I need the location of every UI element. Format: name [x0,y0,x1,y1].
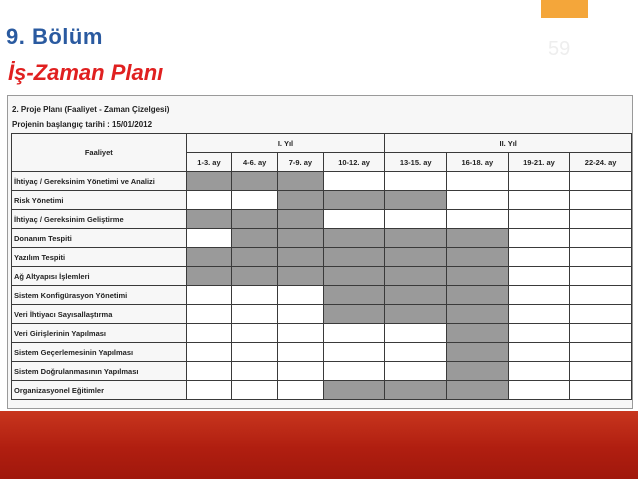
schedule-cell-active [385,381,447,400]
schedule-cell-active [232,210,278,229]
schedule-cell-active [385,191,447,210]
schedule-cell-active [278,267,324,286]
schedule-cell-active [186,248,232,267]
schedule-cell-active [323,286,385,305]
activity-name: Yazılım Tespiti [12,248,187,267]
schedule-cell-active [385,305,447,324]
schedule-cell-empty [508,210,570,229]
schedule-cell-empty [570,267,632,286]
schedule-cell-empty [570,305,632,324]
table-row [12,362,632,381]
schedule-cell-empty [186,362,232,381]
year-header-1: I. Yıl [186,134,385,153]
schedule-cell-empty [186,381,232,400]
activity-name: Sistem Geçerlemesinin Yapılması [12,343,187,362]
period-header: 13-15. ay [385,153,447,172]
schedule-cell-empty [447,172,509,191]
schedule-cell-empty [508,305,570,324]
schedule-cell-active [278,172,324,191]
schedule-cell-empty [508,229,570,248]
table-row [12,343,632,362]
schedule-cell-active [447,362,509,381]
table-row [12,267,632,286]
schedule-cell-empty [232,286,278,305]
schedule-cell-empty [323,324,385,343]
schedule-cell-active [447,267,509,286]
schedule-cell-active [278,191,324,210]
schedule-cell-empty [570,343,632,362]
schedule-cell-empty [508,324,570,343]
schedule-cell-empty [186,286,232,305]
schedule-cell-active [278,229,324,248]
activity-name: Risk Yönetimi [12,191,187,210]
period-header: 16-18. ay [447,153,509,172]
footer-band [0,411,638,479]
schedule-cell-active [323,381,385,400]
schedule-cell-empty [278,343,324,362]
schedule-cell-active [232,267,278,286]
schedule-cell-empty [508,362,570,381]
schedule-cell-empty [278,305,324,324]
schedule-cell-active [323,248,385,267]
table-row [12,305,632,324]
schedule-cell-active [232,248,278,267]
activity-name: Organizasyonel Eğitimler [12,381,187,400]
schedule-cell-empty [508,381,570,400]
schedule-cell-empty [570,248,632,267]
schedule-cell-empty [232,381,278,400]
table-row [12,381,632,400]
schedule-cell-empty [508,191,570,210]
accent-box [541,0,588,18]
schedule-cell-empty [323,172,385,191]
schedule-cell-active [385,229,447,248]
document-heading: 2. Proje Planı (Faaliyet - Zaman Çizelgesi) [12,105,170,114]
period-header: 4-6. ay [232,153,278,172]
schedule-cell-empty [570,210,632,229]
schedule-cell-active [323,191,385,210]
schedule-cell-active [186,210,232,229]
schedule-cell-active [186,172,232,191]
period-header: 7-9. ay [278,153,324,172]
schedule-cell-empty [508,267,570,286]
period-header: 19-21. ay [508,153,570,172]
activity-name: İhtiyaç / Gereksinim Geliştirme [12,210,187,229]
schedule-cell-empty [186,324,232,343]
schedule-cell-empty [570,191,632,210]
table-row [12,248,632,267]
schedule-cell-empty [232,343,278,362]
schedule-cell-active [385,286,447,305]
schedule-cell-active [232,229,278,248]
slide-subtitle: İş-Zaman Planı [8,60,164,85]
schedule-cell-empty [232,362,278,381]
schedule-cell-empty [186,229,232,248]
table-row [12,286,632,305]
schedule-cell-empty [385,324,447,343]
schedule-cell-empty [447,210,509,229]
activity-header: Faaliyet [12,134,187,172]
activity-name: Sistem Konfigürasyon Yönetimi [12,286,187,305]
schedule-cell-empty [385,210,447,229]
schedule-cell-empty [232,324,278,343]
schedule-cell-active [447,343,509,362]
schedule-cell-empty [508,286,570,305]
schedule-cell-active [447,248,509,267]
schedule-cell-active [232,172,278,191]
schedule-cell-empty [570,229,632,248]
schedule-cell-active [385,248,447,267]
schedule-cell-empty [570,381,632,400]
period-header: 10-12. ay [323,153,385,172]
schedule-cell-empty [323,343,385,362]
schedule-cell-active [447,381,509,400]
schedule-cell-empty [570,362,632,381]
period-header: 22-24. ay [570,153,632,172]
schedule-cell-empty [323,210,385,229]
schedule-cell-empty [278,324,324,343]
schedule-cell-empty [508,343,570,362]
activity-name: İhtiyaç / Gereksinim Yönetimi ve Analizi [12,172,187,191]
activity-name: Ağ Altyapısı İşlemleri [12,267,187,286]
slide-number: 59 [548,38,571,60]
schedule-cell-active [447,324,509,343]
schedule-cell-active [323,267,385,286]
schedule-cell-empty [508,248,570,267]
schedule-cell-empty [323,362,385,381]
table-row [12,324,632,343]
schedule-cell-empty [385,172,447,191]
schedule-cell-empty [278,362,324,381]
schedule-cell-active [186,267,232,286]
schedule-cell-empty [232,191,278,210]
table-row [12,172,632,191]
plan-document [7,95,633,409]
schedule-cell-empty [570,324,632,343]
schedule-cell-active [323,305,385,324]
schedule-cell-empty [186,305,232,324]
table-row [12,229,632,248]
schedule-cell-empty [232,305,278,324]
schedule-cell-empty [385,343,447,362]
side-band [633,18,638,411]
schedule-cell-empty [508,172,570,191]
schedule-cell-empty [278,381,324,400]
schedule-cell-active [278,210,324,229]
schedule-cell-active [385,267,447,286]
period-header: 1-3. ay [186,153,232,172]
schedule-cell-empty [570,172,632,191]
table-row [12,191,632,210]
schedule-cell-empty [385,362,447,381]
activity-name: Veri Girişlerinin Yapılması [12,324,187,343]
schedule-cell-active [447,286,509,305]
activity-name: Donanım Tespiti [12,229,187,248]
schedule-cell-empty [570,286,632,305]
year-header-2: II. Yıl [385,134,632,153]
schedule-cell-empty [278,286,324,305]
project-start-date: Projenin başlangıç tarihi : 15/01/2012 [12,120,153,129]
schedule-cell-active [323,229,385,248]
schedule-cell-empty [186,191,232,210]
schedule-cell-active [447,229,509,248]
schedule-cell-empty [447,191,509,210]
schedule-table [11,133,632,400]
schedule-cell-empty [186,343,232,362]
schedule-cell-active [278,248,324,267]
activity-name: Veri İhtiyacı Sayısallaştırma [12,305,187,324]
slide-title: 9. Bölüm [6,24,103,49]
schedule-cell-active [447,305,509,324]
table-row [12,210,632,229]
activity-name: Sistem Doğrulanmasının Yapılması [12,362,187,381]
